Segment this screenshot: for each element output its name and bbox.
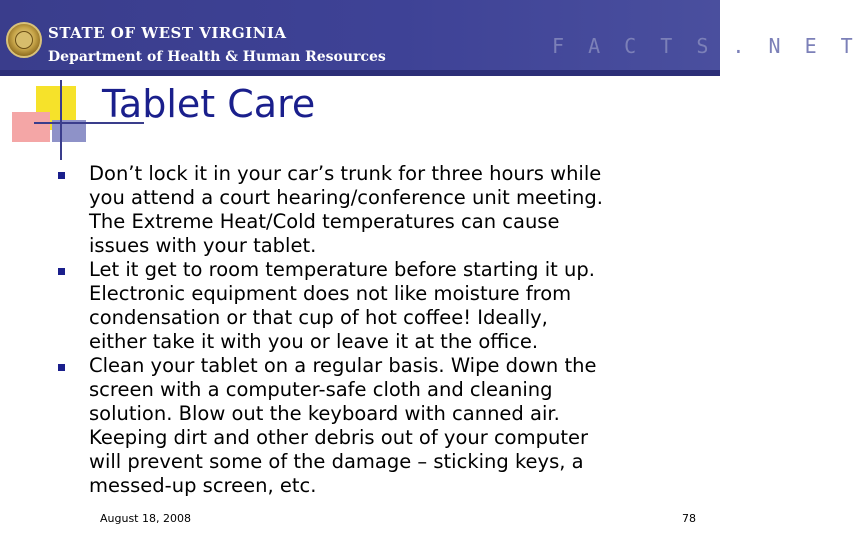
brand-logo-text: F A C T S . N E T [552, 34, 859, 58]
bullet-square-icon [58, 364, 65, 371]
header-banner [0, 0, 859, 76]
state-title: STATE OF WEST VIRGINIA [48, 24, 287, 42]
decor-vertical-line [60, 80, 62, 160]
state-seal-icon [6, 22, 42, 58]
bullet-text: Let it get to room temperature before starting it up. Electronic equipment does not like moisture from condensation or that cup of hot coffee! Ideally, either take it with you or leave it at the office. [89, 258, 595, 353]
bullet-square-icon [58, 172, 65, 179]
footer-date: August 18, 2008 [100, 512, 191, 525]
banner-strip [0, 70, 720, 76]
bullet-text: Don’t lock it in your car’s trunk for three hours while you attend a court hearing/conference unit meeting. The Extreme Heat/Cold temperatures can cause issues with your tablet. [89, 162, 603, 257]
seal-center [15, 31, 33, 49]
bullet-square-icon [58, 268, 65, 275]
slide-title: Tablet Care [102, 82, 316, 126]
department-name: Department of Health & Human Resources [48, 49, 386, 65]
decor-red-square [12, 112, 50, 142]
bullet-text: Clean your tablet on a regular basis. Wipe down the screen with a computer-safe cloth and cleaning solution. Blow out the keyboard with canned air. Keeping dirt and other debris out of your computer will prevent some of the damage – sticking keys, a messed-up screen, etc. [89, 354, 597, 497]
page-number: 78 [682, 512, 696, 525]
